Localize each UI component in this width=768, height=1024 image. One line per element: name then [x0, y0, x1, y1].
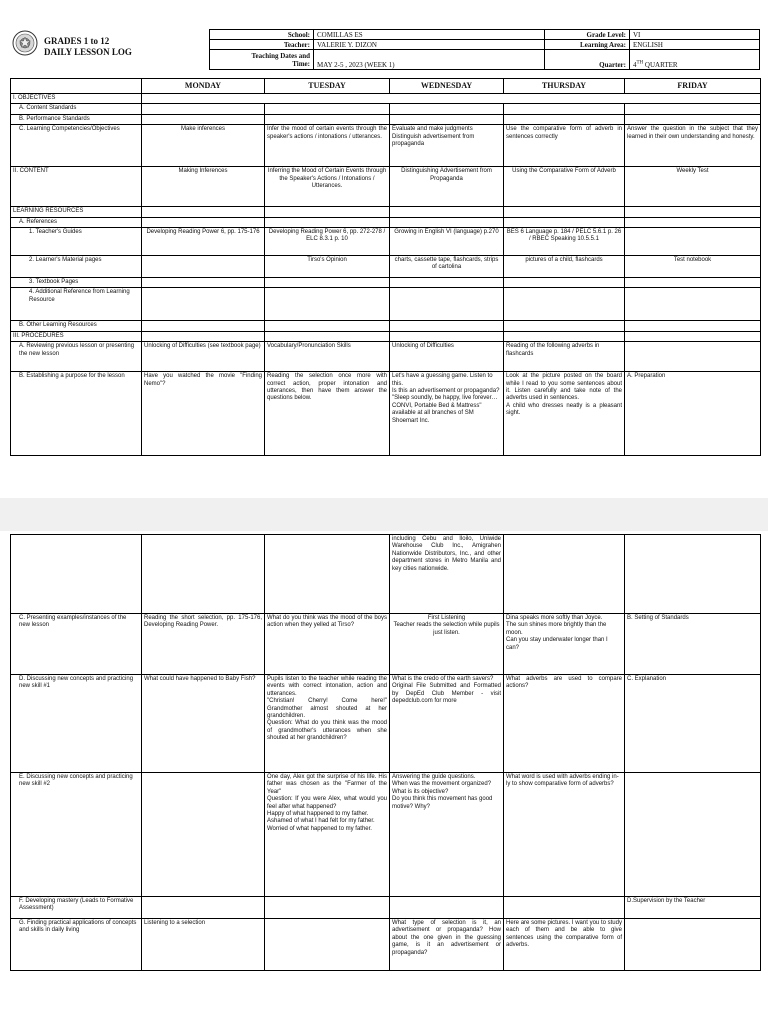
- cell-presenting-friday: B. Setting of Standards: [625, 614, 761, 675]
- cell-content-friday: Weekly Test: [625, 167, 761, 207]
- cell-guides-monday: Developing Reading Power 6, pp. 175-176: [142, 228, 265, 256]
- teacher-value: VALERIE Y. DIZON: [314, 40, 545, 50]
- cell-guides-thursday: BES 6 Language p. 184 / PELC 5.6.1 p. 26 / RBEC Speaking 10.5.5.1: [504, 228, 625, 256]
- teaching-dates-label: Teaching Dates and Time:: [210, 50, 314, 70]
- row-label-developing-mastery: F. Developing mastery (Leads to Formative Assessment): [11, 897, 142, 919]
- day-header-monday: MONDAY: [142, 79, 265, 94]
- row-label-discussing-2: E. Discussing new concepts and practicing new skill #2: [11, 773, 142, 897]
- teacher-label: Teacher:: [210, 40, 314, 50]
- cell-practical-wednesday: What type of selection is it, an advertisement or propaganda? How about the one given in the guessing game, is it an advertisement or propaganda?: [390, 919, 504, 971]
- cell-discussing1-thursday: What adverbs are used to compare actions?: [504, 675, 625, 773]
- cell-guides-tuesday: Developing Reading Power 6, pp. 272-278 / ELC 8.3.1 p. 10: [265, 228, 390, 256]
- day-header-thursday: THURSDAY: [504, 79, 625, 94]
- row-label-learners-material: 2. Learner's Material pages: [11, 256, 142, 278]
- page-2: [0, 531, 768, 1024]
- row-label-references: A. References: [11, 217, 142, 227]
- day-header-wednesday: WEDNESDAY: [390, 79, 504, 94]
- cell-discussing2-tuesday: One day, Alex got the surprise of his life. His father was chosen as the "Farmer of the Year" Question: If you were Alex, what would you feel after what happened? Happy of what happened to my father. Ashamed of what I had felt for my father. Worried of what happened to my father.: [265, 773, 390, 897]
- cell-discussing2-thursday: What word is used with adverbs ending in-ly to show comparative form of adverbs?: [504, 773, 625, 897]
- row-label-content: II. CONTENT: [11, 167, 142, 207]
- day-header-tuesday: TUESDAY: [265, 79, 390, 94]
- quarter-label: Quarter:: [545, 50, 630, 70]
- row-label-teachers-guides: 1. Teacher's Guides: [11, 228, 142, 256]
- cell-content-thursday: Using the Comparative Form of Adverb: [504, 167, 625, 207]
- cell-purpose-tuesday: Reading the selection once more with correct action, proper intonation and utterances, then have them answer the questions below.: [265, 372, 390, 456]
- cell-discussing2-wednesday: Answering the guide questions. When was the movement organized? What is its objective? Do you think this movement has good motive? Why?: [390, 773, 504, 897]
- cell-competencies-friday: Answer the question in the subject that they learned in their own understanding and honesty.: [625, 125, 761, 167]
- row-label-performance-standards: B. Performance Standards: [11, 114, 142, 124]
- cell-learner-thursday: pictures of a child, flashcards: [504, 256, 625, 278]
- cell-guides-wednesday: Growing in English VI (language) p.270: [390, 228, 504, 256]
- row-label-establishing-purpose: B. Establishing a purpose for the lesson: [11, 372, 142, 456]
- cell-presenting-monday: Reading the short selection, pp. 175-176, Developing Reading Power.: [142, 614, 265, 675]
- section-learning-resources: LEARNING RESOURCES: [11, 207, 142, 217]
- document-title: GRADES 1 to 12 DAILY LESSON LOG: [44, 36, 132, 57]
- row-label-reviewing: A. Reviewing previous lesson or presenting the new lesson: [11, 342, 142, 372]
- cell-discussing1-wednesday: What is the credo of the earth savers? Original File Submitted and Formatted by DepEd Club Member - visit depedclub.com for more: [390, 675, 504, 773]
- cell-mastery-friday: D.Supervision by the Teacher: [625, 897, 761, 919]
- cell-learner-friday: Test notebook: [625, 256, 761, 278]
- cell-purpose-monday: Have you watched the movie "Finding Nemo"?: [142, 372, 265, 456]
- cell-purpose-friday: A. Preparation: [625, 372, 761, 456]
- cell-competencies-wednesday: Evaluate and make judgments Distinguish advertisement from propaganda: [390, 125, 504, 167]
- grade-level-label: Grade Level:: [545, 30, 630, 40]
- cell-competencies-thursday: Use the comparative form of adverb in sentences correctly: [504, 125, 625, 167]
- cell-competencies-monday: Make inferences: [142, 125, 265, 167]
- cell-practical-monday: Listening to a selection: [142, 919, 265, 971]
- cell-review-thursday: Reading of the following adverbs in flashcards: [504, 342, 625, 372]
- page-1: [0, 0, 768, 498]
- deped-seal-icon: [12, 30, 38, 56]
- cell-discussing1-monday: What could have happened to Baby Fish?: [142, 675, 265, 773]
- section-procedures: III. PROCEDURES: [11, 331, 142, 341]
- cell-review-tuesday: Vocabulary/Pronunciation Skills: [265, 342, 390, 372]
- cell-content-wednesday: Distinguishing Advertisement from Propaganda: [390, 167, 504, 207]
- row-label-discussing-1: D. Discussing new concepts and practicing new skill #1: [11, 675, 142, 773]
- row-label-textbook-pages: 3. Textbook Pages: [11, 278, 142, 288]
- cell-review-monday: Unlocking of Difficulties (see textbook page): [142, 342, 265, 372]
- cell-review-wednesday: Unlocking of Difficulties: [390, 342, 504, 372]
- cell-competencies-tuesday: Infer the mood of certain events through the speaker's actions / intonations / utterances.: [265, 125, 390, 167]
- cell-purpose-wednesday: Let's have a guessing game. Listen to this. Is this an advertisement or propaganda? "Sleep soundly, be happy, live forever… CONVI, Portable Bed & Mattress" available at all branches of SM Shoemart Inc.: [390, 372, 504, 456]
- quarter-value: 4TH QUARTER: [630, 50, 760, 70]
- section-objectives: I. OBJECTIVES: [11, 94, 142, 104]
- day-header-friday: FRIDAY: [625, 79, 761, 94]
- lesson-log-table-page-2: [10, 534, 761, 971]
- row-label-other-resources: B. Other Learning Resources: [11, 321, 142, 331]
- cell-presenting-tuesday: What do you think was the mood of the boys action when they yelled at Tirso?: [265, 614, 390, 675]
- cell-content-tuesday: Inferring the Mood of Certain Events through the Speaker's Actions / Intonations / Utterances.: [265, 167, 390, 207]
- cell-content-monday: Making Inferences: [142, 167, 265, 207]
- cell-purpose-wednesday-continued: including Cebu and Iloilo, Uniwide Warehouse Club Inc., Amigrahen Nationwide Distributors, Inc., and other department stores in Metro Manila and key cities nationwide.: [390, 535, 504, 614]
- lesson-log-table-page-1: [10, 78, 761, 456]
- row-label-additional-reference: 4. Additional Reference from Learning Resource: [11, 288, 142, 321]
- cell-presenting-wednesday: First Listening Teacher reads the selection while pupils just listen.: [390, 614, 504, 675]
- row-label-content-standards: A. Content Standards: [11, 104, 142, 114]
- grade-level-value: VI: [630, 30, 760, 40]
- corner-cell: [11, 79, 142, 94]
- row-label-presenting-examples: C. Presenting examples/instances of the new lesson: [11, 614, 142, 675]
- row-label-practical-applications: G. Finding practical applications of concepts and skills in daily living: [11, 919, 142, 971]
- objectives-span: [142, 94, 761, 104]
- page-gap: [0, 498, 768, 531]
- cell-discussing1-friday: C. Explanation: [625, 675, 761, 773]
- school-label: School:: [210, 30, 314, 40]
- cell-purpose-thursday: Look at the picture posted on the board while I read to you some sentences about it. Listen carefully and take note of the adverbs used in sentences. A child who dresses neatly is a pleasant sight.: [504, 372, 625, 456]
- learning-area-value: ENGLISH: [630, 40, 760, 50]
- row-label-competencies: C. Learning Competencies/Objectives: [11, 125, 142, 167]
- school-value: COMILLAS ES: [314, 30, 545, 40]
- cell-practical-thursday: Here are some pictures. I want you to study each of them and be able to give sentences using the comparative form of adverbs.: [504, 919, 625, 971]
- teaching-dates-value: MAY 2-5 , 2023 (WEEK 1): [314, 50, 545, 70]
- learning-area-label: Learning Area:: [545, 40, 630, 50]
- header-info-table: [209, 29, 760, 70]
- cell-learner-tuesday: Tirso's Opinion: [265, 256, 390, 278]
- cell-discussing1-tuesday: Pupils listen to the teacher while reading the events with correct intonation, action and utterances. "Christian! Cherry! Come here!" Grandmother almost shouted at her grandchildren. Question: What do you think was the mood of grandmother's utterances when she shouted at her grandchildren?: [265, 675, 390, 773]
- cell-learner-wednesday: charts, cassette tape, flashcards, strips of cartolina: [390, 256, 504, 278]
- cell-presenting-thursday: Dina speaks more softly than Joyce. The sun shines more brightly than the moon. Can you stay underwater longer than I can?: [504, 614, 625, 675]
